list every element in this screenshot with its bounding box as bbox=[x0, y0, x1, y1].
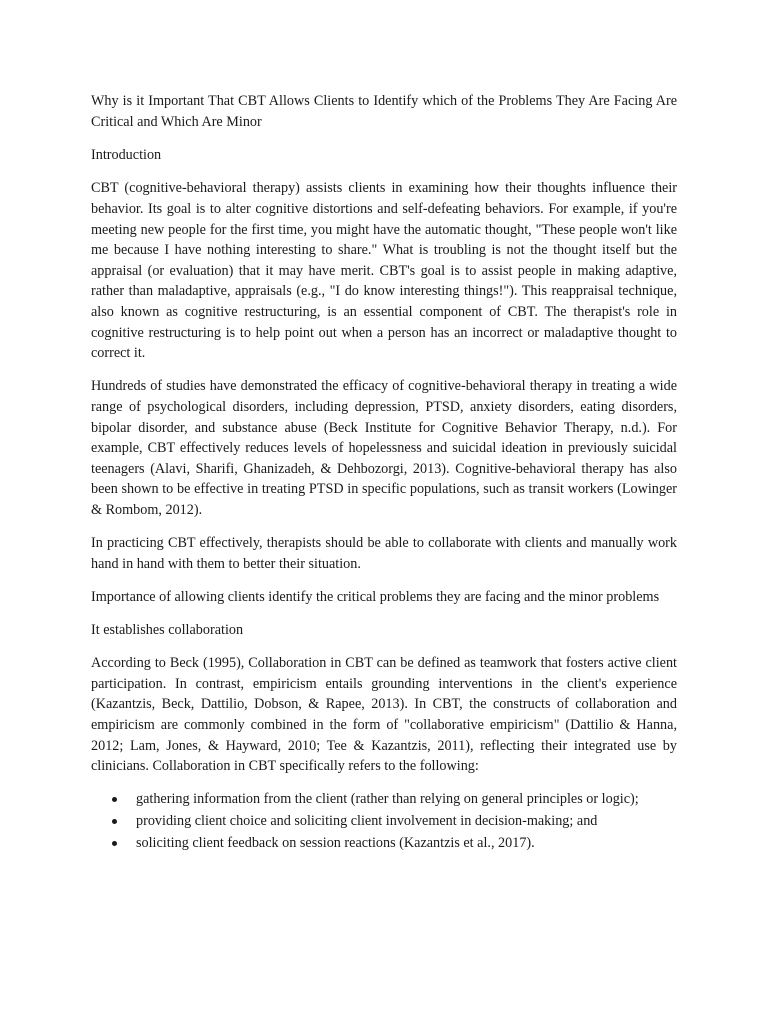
introduction-heading: Introduction bbox=[91, 147, 162, 164]
bullet-icon bbox=[112, 819, 117, 824]
list-item-text: providing client choice and soliciting client involvement in decision-making; and bbox=[136, 813, 598, 830]
document-title: Why is it Important That CBT Allows Clients to Identify which of the Problems They Are Facing Are Critical and Which Are Minor bbox=[91, 93, 677, 130]
collaboration-bullet-list bbox=[91, 789, 677, 853]
paragraph-cbt-practice: In practicing CBT effectively, therapists should be able to collaborate with clients and manually work hand in hand with them to better their situation. bbox=[91, 535, 677, 572]
paragraph-cbt-overview: CBT (cognitive-behavioral therapy) assists clients in examining how their thoughts influence their behavior. Its goal is to alter cognitive distortions and self-defeating behaviors. For example, if you're meeting new people for the first time, you might have the automatic thought, "These people won't like me because I have nothing interesting to share." What is troubling is not the thought itself but the appraisal (or evaluation) that it may have merit. CBT's goal is to assist people in making adaptive, rather than maladaptive, appraisals (e.g., "I do know interesting things!"). This reappraisal technique, also known as cognitive restructuring, is an essential component of CBT. The therapist's role in cognitive restructuring is to help point out when a person has an incorrect or maladaptive thought to correct it. bbox=[91, 180, 677, 362]
list-item-text: soliciting client feedback on session reactions (Kazantzis et al., 2017). bbox=[136, 834, 535, 851]
bullet-icon bbox=[112, 797, 117, 802]
importance-heading: Importance of allowing clients identify the critical problems they are facing and the minor problems bbox=[91, 588, 660, 605]
list-item bbox=[91, 811, 677, 832]
paragraph-collaboration: According to Beck (1995), Collaboration in CBT can be defined as teamwork that fosters active client participation. In contrast, empiricism entails grounding interventions in the client's experience (Kazantzis, Beck, Dattilio, Dobson, & Rapee, 2013). In CBT, the constructs of collaboration and empiricism are commonly combined in the form of "collaborative empiricism" (Dattilio & Hanna, 2012; Lam, Jones, & Hayward, 2010; Tee & Kazantzis, 2011), reflecting their integrated use by clinicians. Collaboration in CBT specifically refers to the following: bbox=[91, 655, 677, 775]
list-item bbox=[91, 833, 677, 854]
document-page bbox=[91, 91, 677, 855]
list-item-text: gathering information from the client (rather than relying on general principles or logic); bbox=[136, 791, 639, 808]
bullet-icon bbox=[112, 841, 117, 846]
collaboration-heading: It establishes collaboration bbox=[91, 622, 244, 639]
list-item bbox=[91, 789, 677, 810]
paragraph-cbt-efficacy: Hundreds of studies have demonstrated the efficacy of cognitive-behavioral therapy in treating a wide range of psychological disorders, including depression, PTSD, anxiety disorders, eating disorders, bipolar disorder, and substance abuse (Beck Institute for Cognitive Behavior Therapy, n.d.). For example, CBT effectively reduces levels of hopelessness and suicidal ideation in previously suicidal teenagers (Alavi, Sharifi, Ghanizadeh, & Dehbozorgi, 2013). Cognitive-behavioral therapy has also been shown to be effective in treating PTSD in specific populations, such as transit workers (Lowinger & Rombom, 2012). bbox=[91, 378, 677, 518]
